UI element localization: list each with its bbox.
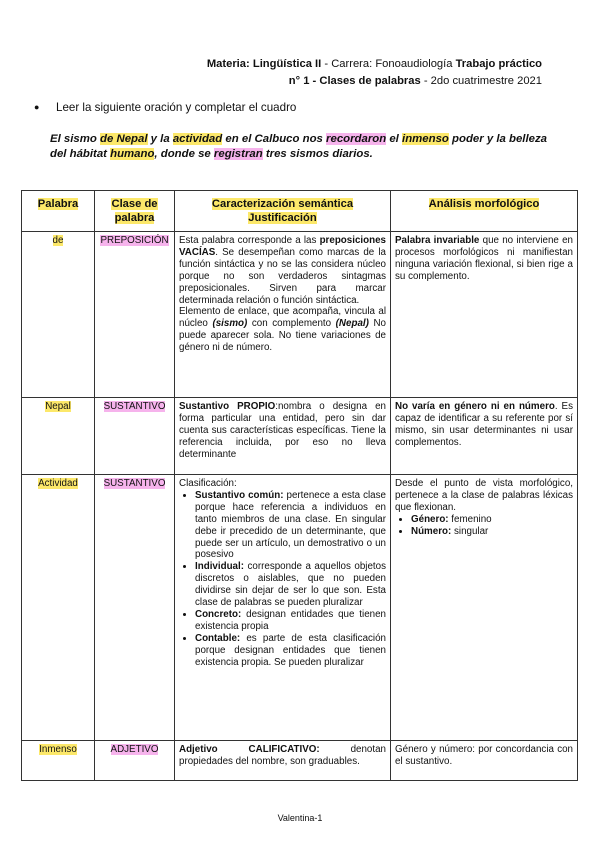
header-caracterizacion <box>175 191 391 232</box>
list-item <box>195 609 386 633</box>
cell-caracterizacion <box>175 741 391 781</box>
header-clase-text: Clase de palabra <box>111 198 158 224</box>
page-header <box>142 56 542 90</box>
instruction-text: Leer la siguiente oración y completar el cuadro <box>56 101 297 114</box>
period-text: - 2do cuatrimestre 2021 <box>420 75 542 87</box>
cell-word <box>22 741 95 781</box>
sentence-part: y la <box>147 133 173 145</box>
header-clase <box>95 191 175 232</box>
highlight-de-nepal: de Nepal <box>100 133 148 145</box>
text: pertenece a esta clase porque hace referencia a individuos en tanto miembros de una clase. En singular debe ir precedido de un determinante, que puede ser un artículo, un demostrativo o un posesivo <box>195 489 386 561</box>
text-bold-italic: (Nepal) <box>335 318 369 330</box>
sentence-part: el <box>386 133 403 145</box>
sentence-part: El sismo <box>50 133 101 145</box>
highlight-recordaron: recordaron <box>326 133 387 145</box>
word-de: de <box>52 235 64 246</box>
text-bold-italic: (sismo) <box>212 318 248 330</box>
materia-value: Lingüística II <box>252 58 322 70</box>
text: . Es capaz de identificar a su referente por sí mismo, sin usar determinantes ni usar complementos. <box>395 401 573 448</box>
class-adjetivo: ADJETIVO <box>110 744 159 755</box>
cell-class <box>95 232 175 398</box>
list-item <box>411 526 573 538</box>
word-inmenso: Inmenso <box>39 744 77 755</box>
text: denotan propiedades del nombre, son graduables. <box>179 744 386 767</box>
text: Elemento de enlace, que acompaña, vincula al núcleo <box>179 306 386 330</box>
morphology-list <box>395 514 573 538</box>
header-analisis-text: Análisis morfológico <box>428 198 540 210</box>
word-nepal: Nepal <box>45 401 71 412</box>
list-item <box>411 514 573 526</box>
header-caract-text: Caracterización semántica Justificación <box>211 198 354 224</box>
instruction <box>34 101 296 114</box>
sentence-part: poder y la belleza del hábitat <box>50 133 547 160</box>
cell-analisis <box>391 232 578 398</box>
text-bold: preposiciones VACÍAS <box>179 235 386 258</box>
class-sustantivo: SUSTANTIVO <box>103 478 166 489</box>
sentence-part: tres sismos diarios. <box>262 148 373 160</box>
text-bold: Concreto: <box>195 608 242 620</box>
text-bold: Número: <box>411 525 452 537</box>
table-row <box>22 398 578 475</box>
class-sustantivo: SUSTANTIVO <box>103 401 166 412</box>
tp-number: n° 1 - Clases de palabras <box>288 75 421 87</box>
text: con complemento <box>247 318 336 330</box>
header-palabra-text: Palabra <box>37 198 79 210</box>
cell-analisis <box>391 741 578 781</box>
highlight-registran: registran <box>213 148 263 160</box>
text: que no interviene en procesos morfológicos ni manifiestan ninguna variación flexional, si bien rige a su complemento. <box>395 235 573 282</box>
cell-word <box>22 475 95 741</box>
classification-list <box>179 490 386 669</box>
cell-caracterizacion <box>175 398 391 475</box>
cell-word <box>22 232 95 398</box>
table-header-row <box>22 191 578 232</box>
text-bold: Género: <box>411 513 449 525</box>
text: femenino <box>448 513 492 525</box>
cell-word <box>22 398 95 475</box>
bullet-icon: ● <box>34 102 40 112</box>
sentence-part: , donde se <box>154 148 214 160</box>
text: No puede aparecer sola. No tiene variaciones de género ni de número. <box>179 318 386 354</box>
text-bold: Sustantivo común: <box>195 489 284 501</box>
list-item <box>195 633 386 669</box>
cell-class <box>95 475 175 741</box>
text: Esta palabra corresponde a las <box>179 235 320 246</box>
text-bold: Adjetivo CALIFICATIVO: <box>179 744 320 755</box>
highlight-actividad: actividad <box>172 133 223 145</box>
cell-analisis <box>391 398 578 475</box>
header-analisis <box>391 191 578 232</box>
text: Género y número: por concordancia con el sustantivo. <box>395 744 573 767</box>
example-sentence <box>50 132 550 162</box>
header-palabra <box>22 191 95 232</box>
text: designan entidades que tienen existencia propia <box>195 608 386 632</box>
text: :nombra o designa en forma particular una entidad, pero sin dar cuenta sus características específicas. Tiene la referencia incluida, por eso no lleva determinante <box>179 401 386 460</box>
carrera-text: - Carrera: Fonoaudiología <box>321 58 456 70</box>
tp-label: Trabajo práctico <box>455 58 542 70</box>
cell-class <box>95 398 175 475</box>
text: Clasificación: <box>179 478 237 489</box>
list-item <box>195 561 386 609</box>
text: Desde el punto de vista morfológico, pertenece a la clase de palabras léxicas que flexionan. <box>395 478 573 513</box>
text: es parte de esta clasificación porque designan entidades que tienen existencia propia. Se pueden pluralizar <box>195 632 386 668</box>
table-row <box>22 232 578 398</box>
text: singular <box>451 525 489 537</box>
text-bold: No varía en género ni en número <box>395 401 555 412</box>
list-item <box>195 490 386 561</box>
class-preposicion: PREPOSICIÓN <box>100 235 169 246</box>
text-bold: Contable: <box>195 632 241 644</box>
text-bold: Palabra invariable <box>395 235 480 246</box>
page-footer: Valentina-1 <box>277 813 323 823</box>
highlight-humano: humano <box>110 148 155 160</box>
cell-analisis <box>391 475 578 741</box>
materia-label: Materia: <box>206 58 250 70</box>
highlight-inmenso: inmenso <box>402 133 449 145</box>
sentence-part: en el Calbuco nos <box>222 133 327 145</box>
cell-caracterizacion <box>175 232 391 398</box>
text-bold: Sustantivo PROPIO <box>179 401 276 412</box>
cell-caracterizacion <box>175 475 391 741</box>
text-bold: Individual: <box>195 561 244 573</box>
word-classes-table <box>21 190 578 781</box>
text: corresponde a aquellos objetos discretos o aislables, que no pueden dividirse sin dejar de ser lo que son. Esta clase de palabras se pueden pluralizar <box>195 561 386 609</box>
cell-class <box>95 741 175 781</box>
word-actividad: Actividad <box>38 478 78 489</box>
text: . Se desempeñan como marcas de la función sintáctica y no se las considera núcleo porque no son verdaderos sintagmas preposicionales. Sirven para marcar determinada relación o función sintáctica. <box>179 246 386 306</box>
table-row <box>22 475 578 741</box>
table-row <box>22 741 578 781</box>
